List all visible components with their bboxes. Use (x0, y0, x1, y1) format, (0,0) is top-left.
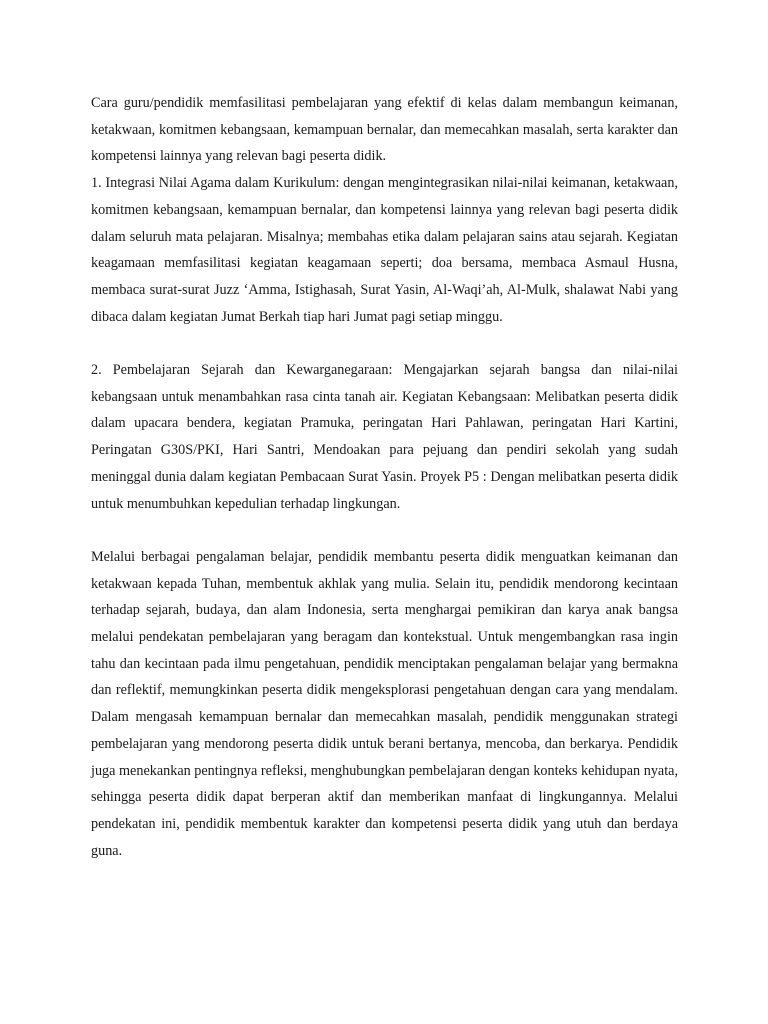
document-body (91, 90, 678, 864)
intro-paragraph: Cara guru/pendidik memfasilitasi pembelajaran yang efektif di kelas dalam membangun keimanan, ketakwaan, komitmen kebangsaan, kemampuan bernalar, dan memecahkan masalah, serta karakter dan kompetensi lainnya yang relevan bagi peserta didik. (91, 95, 678, 165)
conclusion-paragraph: Melalui berbagai pengalaman belajar, pendidik membantu peserta didik menguatkan keimanan dan ketakwaan kepada Tuhan, membentuk akhlak yang mulia. Selain itu, pendidik mendorong kecintaan terhadap sejarah, budaya, dan alam Indonesia, serta menghargai pemikiran dan karya anak bangsa melalui pendekatan pembelajaran yang beragam dan kontekstual. Untuk mengembangkan rasa ingin tahu dan kecintaan pada ilmu pengetahuan, pendidik menciptakan pengalaman belajar yang bermakna dan reflektif, memungkinkan peserta didik mengeksplorasi pengetahuan dengan cara yang mendalam. Dalam mengasah kemampuan bernalar dan memecahkan masalah, pendidik menggunakan strategi pembelajaran yang mendorong peserta didik untuk berani bertanya, mencoba, dan berkarya. Pendidik juga menekankan pentingnya refleksi, menghubungkan pembelajaran dengan konteks kehidupan nyata, sehingga peserta didik dapat berperan aktif dan memberikan manfaat di lingkungannya. Melalui pendekatan ini, pendidik membentuk karakter dan kompetensi peserta didik yang utuh dan berdaya guna. (91, 548, 678, 859)
paragraph-spacer (91, 517, 678, 544)
point-2-paragraph: 2. Pembelajaran Sejarah dan Kewarganegaraan: Mengajarkan sejarah bangsa dan nilai-nilai kebangsaan untuk menambahkan rasa cinta tanah air. Kegiatan Kebangsaan: Melibatkan peserta didik dalam upacara bendera, kegiatan Pramuka, peringatan Hari Pahlawan, peringatan Hari Kartini, Peringatan G30S/PKI, Hari Santri, Mendoakan para pejuang dan pendiri sekolah yang sudah meninggal dunia dalam kegiatan Pembacaan Surat Yasin. Proyek P5 : Dengan melibatkan peserta didik untuk menumbuhkan kepedulian terhadap lingkungan. (91, 362, 678, 512)
point-1-paragraph: 1. Integrasi Nilai Agama dalam Kurikulum: dengan mengintegrasikan nilai-nilai keimanan, ketakwaan, komitmen kebangsaan, kemampuan bernalar, dan kompetensi lainnya yang relevan bagi peserta didik dalam seluruh mata pelajaran. Misalnya; membahas etika dalam pelajaran sains atau sejarah. Kegiatan keagamaan memfasilitasi kegiatan keagamaan seperti; doa bersama, membaca Asmaul Husna, membaca surat-surat Juzz ‘Amma, Istighasah, Surat Yasin, Al-Waqi’ah, Al-Mulk, shalawat Nabi yang dibaca dalam kegiatan Jumat Berkah tiap hari Jumat pagi setiap minggu. (91, 175, 678, 325)
paragraph-spacer (91, 330, 678, 357)
